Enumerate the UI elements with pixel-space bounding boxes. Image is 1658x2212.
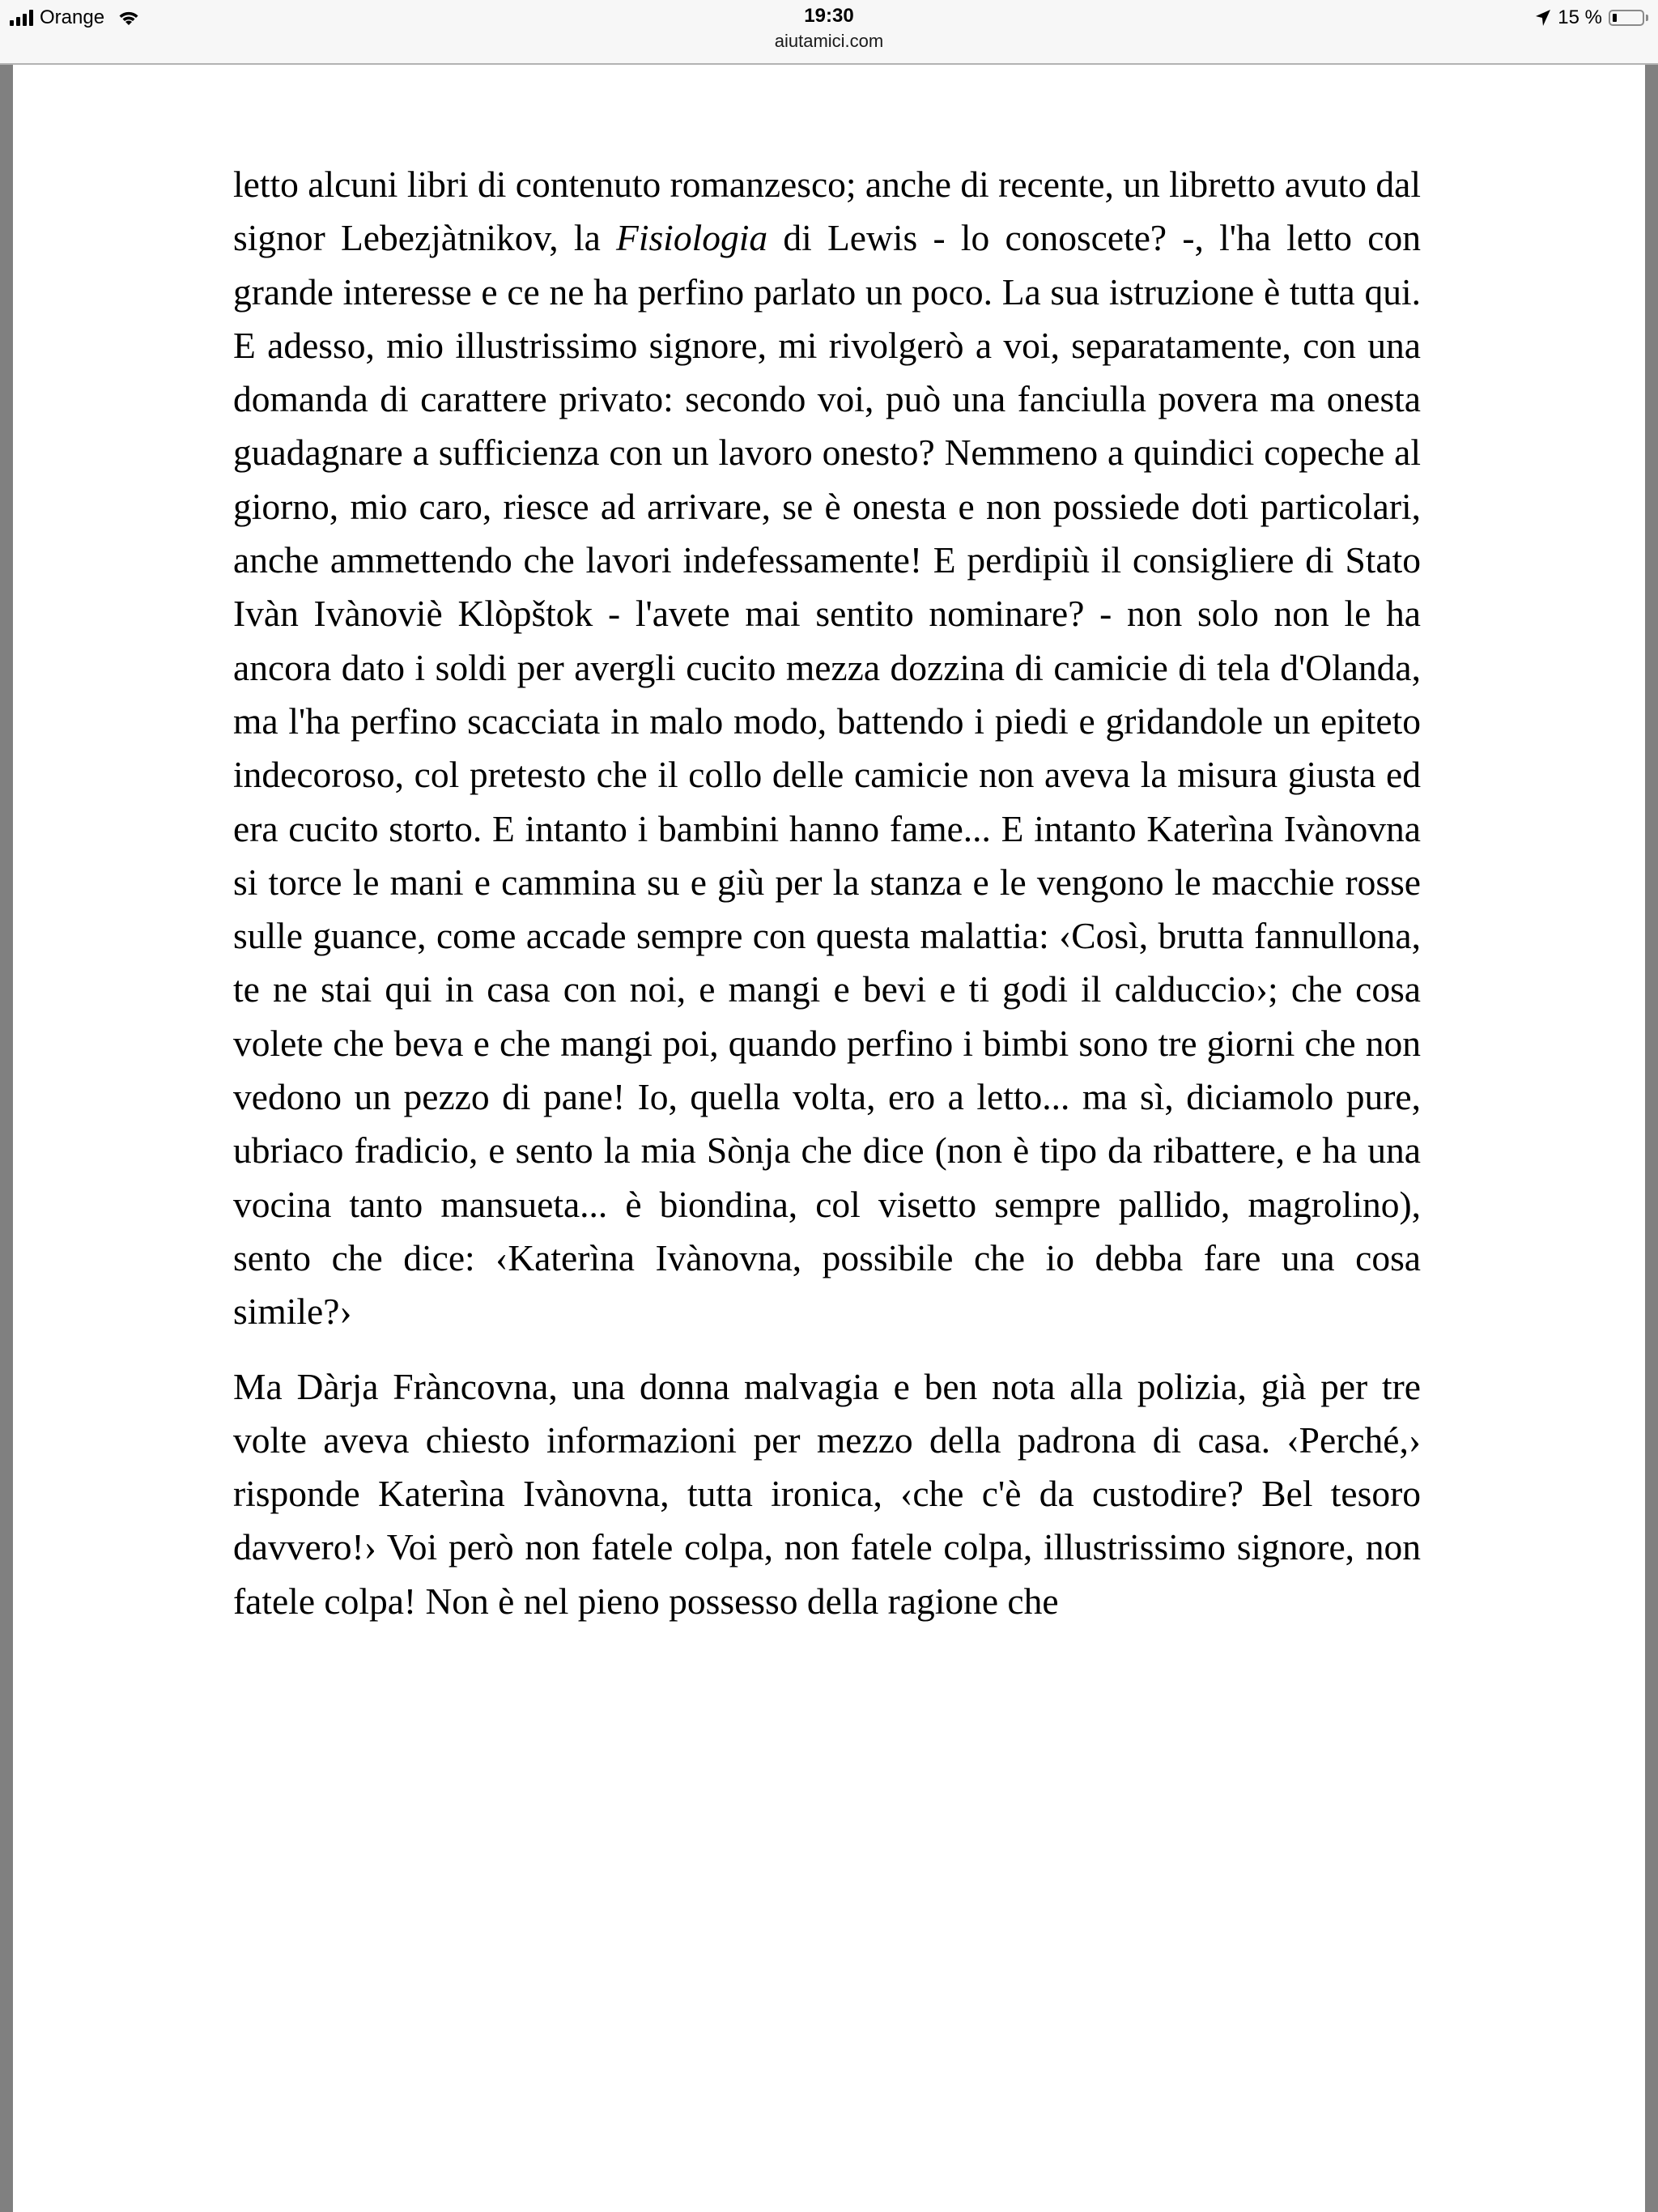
page-edge-right <box>1645 65 1658 2212</box>
paragraph-text: Ma Dàrja Fràncovna, una donna malvagia e ben nota alla polizia, già per tre volte aveva chiesto informazioni per mezzo della padrona di casa. ‹Perché,› risponde Katerìna Ivànovna, tutta ironica, ‹che c'è da custodire? Bel tesoro davvero!› Voi però non fatele colpa, non fatele colpa, illustrissimo signore, non fatele colpa! Non è nel pieno possesso della ragione che <box>233 1365 1421 1622</box>
status-center <box>0 3 1658 53</box>
status-right <box>1535 5 1648 31</box>
battery-tip <box>1646 15 1648 21</box>
battery-level <box>1613 14 1617 22</box>
clock-time: 19:30 <box>804 5 854 27</box>
page-url[interactable]: aiutamici.com <box>774 31 884 51</box>
paragraph-text: letto alcuni libri di contenuto romanzesco; anche di recente, un libretto avuto dal signor Lebezjàtnikov, la <box>233 164 1421 259</box>
location-arrow-icon <box>1535 9 1551 27</box>
status-bar <box>0 0 1658 65</box>
article-body <box>233 158 1421 1649</box>
carrier-name: Orange <box>40 6 105 28</box>
battery-percent: 15 % <box>1558 6 1602 28</box>
page-edge-left <box>0 65 13 2212</box>
article-paragraph <box>233 158 1421 1339</box>
battery-icon <box>1609 10 1644 26</box>
paragraph-text: di Lewis - lo conoscete? -, l'ha letto con grande interesse e ce ne ha perfino parlato un poco. La sua istruzione è tutta qui. E adesso, mio illustrissimo signore, mi rivolgerò a voi, separatamente, con una domanda di carattere privato: secondo voi, può una fanciulla povera ma onesta guadagnare a sufficienza con un lavoro onesto? Nemmeno a quindici copeche al giorno, mio caro, riesce ad arrivare, se è onesta e non possiede doti particolari, anche ammettendo che lavori indefessamente! E perdipiù il consigliere di Stato Ivàn Ivànoviè Klòpštok - l'avete mai sentito nominare? - non solo non le ha ancora dato i soldi per avergli cucito mezza dozzina di camicie di tela d'Olanda, ma l'ha perfino scacciata in malo modo, battendo i piedi e gridandole un epiteto indecoroso, col pretesto che il collo delle camicie non aveva la misura giusta ed era cucito storto. E intanto i bambini hanno fame... E intanto Katerìna Ivànovna si torce le mani e cammina su e giù per la stanza e le vengono le macchie rosse sulle guance, come accade sempre con questa malattia: ‹Così, brutta fannullona, te ne stai qui in casa con noi, e mangi e bevi e ti godi il calduccio›; che cosa volete che beva e che mangi poi, quando perfino i bimbi sono tre giorni che non vedono un pezzo di pane! Io, quella volta, ero a letto... ma sì, diciamolo pure, ubriaco fradicio, e sento la mia Sònja che dice (non è tipo da ribattere, e ha una vocina tanto mansueta... è biondina, col visetto sempre pallido, magrolino), sento che dice: ‹Katerìna Ivànovna, possibile che io debba fare una cosa simile?› <box>233 217 1421 1333</box>
article-paragraph <box>233 1360 1421 1628</box>
italic-title-text: Fisiologia <box>616 217 768 259</box>
